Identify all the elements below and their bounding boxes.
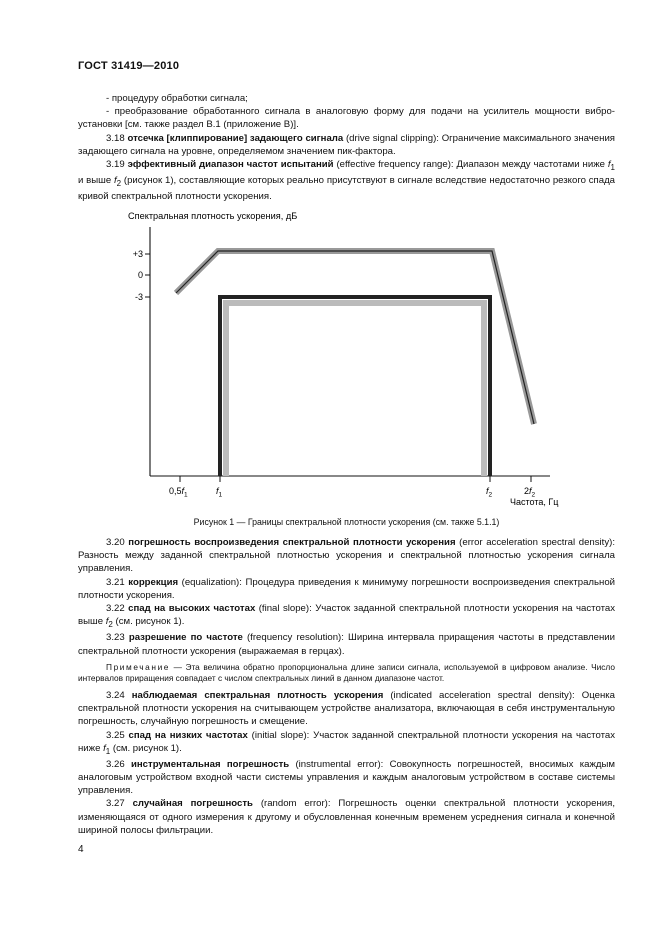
y-tick-label: -3 [134,292,143,302]
term-3-19: 3.19 эффективный диапазон частот испытаний (effective frequency range): Диапазон между частотами ниже $f_1$ и выше $f_2$ (рисунок 1), составляющие которых реально присутствуют в сигнале вследствие недостаточно резкого спада кривой спектральной плотности ускорения. [78,159,616,203]
term-3-22: 3.22 спад на высоких частотах (final slope): Участок заданной спектральной плотности ускорения на частотах выше $f_2$ (см. рисунок 1). [78,603,615,630]
note: Примечание — Эта величина обратно пропорциональна длине записи сигнала, используемой в цифровом анализе. Число интервалов приращения совпадает с числом спектральных линий в данном диапазоне частот. [78,661,615,684]
term-3-26: 3.26 инструментальная погрешность (instrumental error): Совокупность погрешностей, вносимых каждым аналоговым устройством входной части системы управления и каждым аналоговым устройством в составе системы управления. [78,758,616,797]
term-3-27: 3.27 случайная погрешность (random error): Погрешность оценки спектральной плотности ускорения, изменяющаяся от одного измерения к другому и обусловленная конечным временем усреднения сигнала и конечной шириной полосы фильтрации. [78,798,615,836]
term-3-20: 3.20 погрешность воспроизведения спектральной плотности ускорения (error acceleration spectral density): Разность между заданной спектральной плотностью ускорения и спектральной плотностью ускорения сигнала управления. [78,537,615,575]
page-header: ГОСТ 31419—2010 [78,60,180,72]
figure-caption: Рисунок 1 — Границы спектральной плотности ускорения (см. также 5.1.1) [193,517,500,527]
text-block-bottom [78,536,615,837]
x-tick-label-0-5f1: $0,5f_1$ [169,486,188,499]
term-3-24: 3.24 наблюдаемая спектральная плотность ускорения (indicated acceleration spectral density): Оценка спектральной плотности ускорения на считывающем устройстве анализатора, включающая в себя инструментальную погрешность, случайную погрешность и смещение. [78,689,615,728]
x-tick-label-f2: $f_2$ [486,486,493,499]
y-tick-label: 0 [137,270,143,280]
term-3-18: 3.18 отсечка [клиппирование] задающего сигнала (drive signal clipping): Ограничение максимального значения задающего сигнала на уровне, определяемом значением пик-фактора. [78,132,615,157]
y-axis-label: Спектральная плотность ускорения, дБ [128,211,298,221]
x-tick-label-f1: $f_1$ [216,486,223,499]
series-reference-shade [226,303,484,476]
term-3-23: 3.23 разрешение по частоте (frequency resolution): Ширина интервала приращения частоты в представлении спектральной плотности ускорения (выражаемая в герцах). [78,632,616,657]
x-axis-label: Частота, Гц [510,497,559,507]
term-3-25: 3.25 спад на низких частотах (initial slope): Участок заданной спектральной плотности ускорения на частотах ниже $f_1$ (см. рисунок 1). [78,729,615,756]
page-number: 4 [78,844,84,855]
series-upper-boundary-inner [176,251,534,424]
bullet-item: - процедуру обработки сигнала; [106,93,248,104]
bullet-item: - преобразование обработанного сигнала в аналоговую форму для подачи на усилитель мощности виброустановки [см. также раздел В.1 (приложение В)]. [78,106,615,131]
series-upper-boundary [176,251,534,424]
y-tick-label: +3 [132,249,143,259]
term-3-21: 3.21 коррекция (equalization): Процедура приведения к минимуму погрешности воспроизведения спектральной плотности ускорения. [78,576,616,601]
x-tick-label-2f2: $2f_2$ [524,486,536,499]
series-reference-outer [220,297,490,476]
